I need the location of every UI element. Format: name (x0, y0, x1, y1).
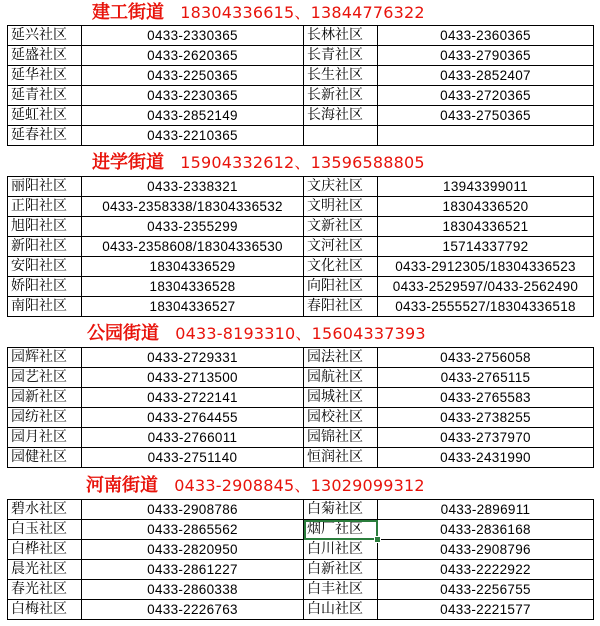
community-phone-cell[interactable]: 0433-2865562 (82, 520, 304, 540)
community-name-cell[interactable]: 长青社区 (304, 46, 378, 66)
community-phone-cell[interactable]: 0433-2751140 (82, 448, 304, 468)
community-name-cell[interactable]: 向阳社区 (304, 277, 378, 297)
community-phone-cell[interactable]: 0433-2222922 (378, 560, 594, 580)
community-name-cell[interactable]: 南阳社区 (8, 297, 82, 317)
community-table (7, 499, 594, 620)
community-name-cell[interactable]: 旭阳社区 (8, 217, 82, 237)
table-row (8, 177, 594, 197)
community-name-cell[interactable]: 正阳社区 (8, 197, 82, 217)
table-row (8, 46, 594, 66)
community-phone-cell[interactable]: 0433-2360365 (378, 26, 594, 46)
table-row (8, 540, 594, 560)
community-phone-cell[interactable]: 0433-2722141 (82, 388, 304, 408)
community-phone-cell[interactable]: 18304336520 (378, 197, 594, 217)
table-row (8, 520, 594, 540)
community-name-cell[interactable]: 白新社区 (304, 560, 378, 580)
table-row (8, 368, 594, 388)
community-name-cell[interactable]: 延兴社区 (8, 26, 82, 46)
community-name-cell[interactable]: 长新社区 (304, 86, 378, 106)
community-phone-cell[interactable]: 0433-2908796 (378, 540, 594, 560)
community-phone-cell[interactable]: 0433-2355299 (82, 217, 304, 237)
community-phone-cell[interactable]: 0433-2765583 (378, 388, 594, 408)
community-phone-cell[interactable]: 0433-2896911 (378, 500, 594, 520)
community-name-cell[interactable]: 白山社区 (304, 600, 378, 620)
selected-cell[interactable]: 烟厂社区 (304, 520, 378, 540)
street-phone-numbers: 18304336615、13844776322 (180, 3, 425, 22)
table-row (8, 580, 594, 600)
community-name-cell[interactable]: 延华社区 (8, 66, 82, 86)
community-phone-cell[interactable]: 0433-2720365 (378, 86, 594, 106)
community-phone-cell[interactable]: 0433-2766011 (82, 428, 304, 448)
table-row (8, 237, 594, 257)
community-name-cell[interactable]: 园法社区 (304, 348, 378, 368)
community-name-cell[interactable]: 白梅社区 (8, 600, 82, 620)
community-name-cell[interactable]: 娇阳社区 (8, 277, 82, 297)
table-row (8, 106, 594, 126)
community-phone-cell[interactable]: 0433-2756058 (378, 348, 594, 368)
community-name-cell[interactable]: 恒润社区 (304, 448, 378, 468)
community-name-cell[interactable]: 安阳社区 (8, 257, 82, 277)
table-row (8, 600, 594, 620)
community-phone-cell[interactable]: 0433-2737970 (378, 428, 594, 448)
spacer (164, 3, 180, 23)
community-name-cell[interactable]: 延春社区 (8, 126, 82, 146)
community-name-cell[interactable]: 园健社区 (8, 448, 82, 468)
community-name-cell[interactable]: 文新社区 (304, 217, 378, 237)
fill-handle[interactable] (374, 536, 381, 543)
table-row (8, 408, 594, 428)
community-name-cell[interactable]: 园城社区 (304, 388, 378, 408)
community-name-cell[interactable]: 白川社区 (304, 540, 378, 560)
community-phone-cell[interactable]: 0433-2529597/0433-2562490 (378, 277, 594, 297)
street-phone-numbers: 15904332612、13596588805 (180, 153, 425, 172)
community-name-cell[interactable]: 白桦社区 (8, 540, 82, 560)
spacer (164, 153, 180, 173)
community-name-cell[interactable]: 文明社区 (304, 197, 378, 217)
community-phone-cell[interactable]: 0433-2764455 (82, 408, 304, 428)
table-row (8, 257, 594, 277)
community-phone-cell[interactable]: 0433-2860338 (82, 580, 304, 600)
community-phone-cell[interactable]: 0433-2852149 (82, 106, 304, 126)
community-phone-cell[interactable]: 0433-2790365 (378, 46, 594, 66)
community-name-cell[interactable]: 白菊社区 (304, 500, 378, 520)
street-name: 河南街道 (86, 475, 158, 496)
community-phone-cell[interactable]: 0433-2358608/18304336530 (82, 237, 304, 257)
community-name-cell[interactable]: 园锦社区 (304, 428, 378, 448)
community-table (7, 176, 594, 317)
community-name-cell[interactable]: 园月社区 (8, 428, 82, 448)
table-row (8, 500, 594, 520)
table-row (8, 277, 594, 297)
community-name-cell[interactable]: 长林社区 (304, 26, 378, 46)
community-phone-cell[interactable]: 0433-2713500 (82, 368, 304, 388)
community-name-cell[interactable]: 长海社区 (304, 106, 378, 126)
table-row (8, 197, 594, 217)
community-name-cell[interactable]: 新阳社区 (8, 237, 82, 257)
community-phone-cell[interactable]: 18304336529 (82, 257, 304, 277)
section-header (0, 473, 600, 499)
community-name-cell[interactable]: 延盛社区 (8, 46, 82, 66)
section-header (0, 321, 600, 347)
community-phone-cell[interactable]: 0433-2912305/18304336523 (378, 257, 594, 277)
community-name-cell[interactable] (304, 126, 378, 146)
community-name-cell[interactable]: 白丰社区 (304, 580, 378, 600)
community-phone-cell[interactable]: 0433-2431990 (378, 448, 594, 468)
community-name-cell[interactable]: 园艺社区 (8, 368, 82, 388)
community-phone-cell[interactable]: 0433-2852407 (378, 66, 594, 86)
community-phone-cell[interactable]: 0433-2210365 (82, 126, 304, 146)
community-table (7, 347, 594, 468)
community-phone-cell[interactable]: 0433-2620365 (82, 46, 304, 66)
table-row (8, 448, 594, 468)
community-name-cell[interactable]: 白玉社区 (8, 520, 82, 540)
community-name-cell[interactable]: 延虹社区 (8, 106, 82, 126)
community-name-cell[interactable]: 园新社区 (8, 388, 82, 408)
community-name-cell[interactable]: 延青社区 (8, 86, 82, 106)
community-phone-cell[interactable]: 15714337792 (378, 237, 594, 257)
community-phone-cell[interactable]: 0433-2861227 (82, 560, 304, 580)
community-name-cell[interactable]: 园航社区 (304, 368, 378, 388)
community-phone-cell[interactable] (378, 126, 594, 146)
community-name-cell[interactable]: 园辉社区 (8, 348, 82, 368)
table-row (8, 388, 594, 408)
community-phone-cell[interactable]: 0433-2765115 (378, 368, 594, 388)
table-row (8, 560, 594, 580)
community-phone-cell[interactable]: 0433-2738255 (378, 408, 594, 428)
community-phone-cell[interactable]: 0433-2338321 (82, 177, 304, 197)
community-name-cell[interactable]: 文庆社区 (304, 177, 378, 197)
section-header (0, 0, 600, 26)
community-name-cell[interactable]: 晨光社区 (8, 560, 82, 580)
community-phone-cell[interactable]: 0433-2750365 (378, 106, 594, 126)
community-phone-cell[interactable]: 0433-2330365 (82, 26, 304, 46)
community-phone-cell[interactable]: 18304336527 (82, 297, 304, 317)
section-header (0, 150, 600, 176)
community-phone-cell[interactable]: 18304336521 (378, 217, 594, 237)
table-row (8, 348, 594, 368)
community-table (7, 25, 594, 146)
community-name-cell[interactable]: 文化社区 (304, 257, 378, 277)
table-row (8, 86, 594, 106)
street-name: 公园街道 (87, 323, 159, 344)
community-name-cell[interactable]: 春光社区 (8, 580, 82, 600)
community-phone-cell[interactable]: 0433-2221577 (378, 600, 594, 620)
community-phone-cell[interactable]: 0433-2908786 (82, 500, 304, 520)
community-phone-cell[interactable]: 0433-2256755 (378, 580, 594, 600)
community-name-cell[interactable]: 文河社区 (304, 237, 378, 257)
street-name: 进学街道 (92, 152, 164, 173)
community-name-cell[interactable]: 春阳社区 (304, 297, 378, 317)
spacer (159, 324, 175, 344)
community-name-cell[interactable]: 园校社区 (304, 408, 378, 428)
table-row (8, 297, 594, 317)
community-phone-cell[interactable]: 0433-2226763 (82, 600, 304, 620)
community-phone-cell[interactable]: 0433-2358338/18304336532 (82, 197, 304, 217)
table-row (8, 428, 594, 448)
community-phone-cell[interactable]: 13943399011 (378, 177, 594, 197)
table-row (8, 217, 594, 237)
table-row (8, 26, 594, 46)
community-phone-cell[interactable]: 0433-2820950 (82, 540, 304, 560)
street-name: 建工街道 (92, 2, 164, 23)
community-name-cell[interactable]: 碧水社区 (8, 500, 82, 520)
spacer (158, 476, 174, 496)
street-phone-numbers: 0433-8193310、15604337393 (175, 324, 426, 343)
community-phone-cell[interactable]: 0433-2250365 (82, 66, 304, 86)
community-name-cell[interactable]: 园纺社区 (8, 408, 82, 428)
community-phone-cell[interactable]: 0433-2555527/18304336518 (378, 297, 594, 317)
community-name-cell[interactable]: 长生社区 (304, 66, 378, 86)
community-name-cell[interactable]: 丽阳社区 (8, 177, 82, 197)
community-phone-cell[interactable]: 0433-2729331 (82, 348, 304, 368)
community-phone-cell[interactable]: 0433-2230365 (82, 86, 304, 106)
street-phone-numbers: 0433-2908845、13029099312 (174, 476, 425, 495)
community-phone-cell[interactable]: 18304336528 (82, 277, 304, 297)
community-phone-cell[interactable]: 0433-2836168 (378, 520, 594, 540)
table-row (8, 66, 594, 86)
table-row (8, 126, 594, 146)
